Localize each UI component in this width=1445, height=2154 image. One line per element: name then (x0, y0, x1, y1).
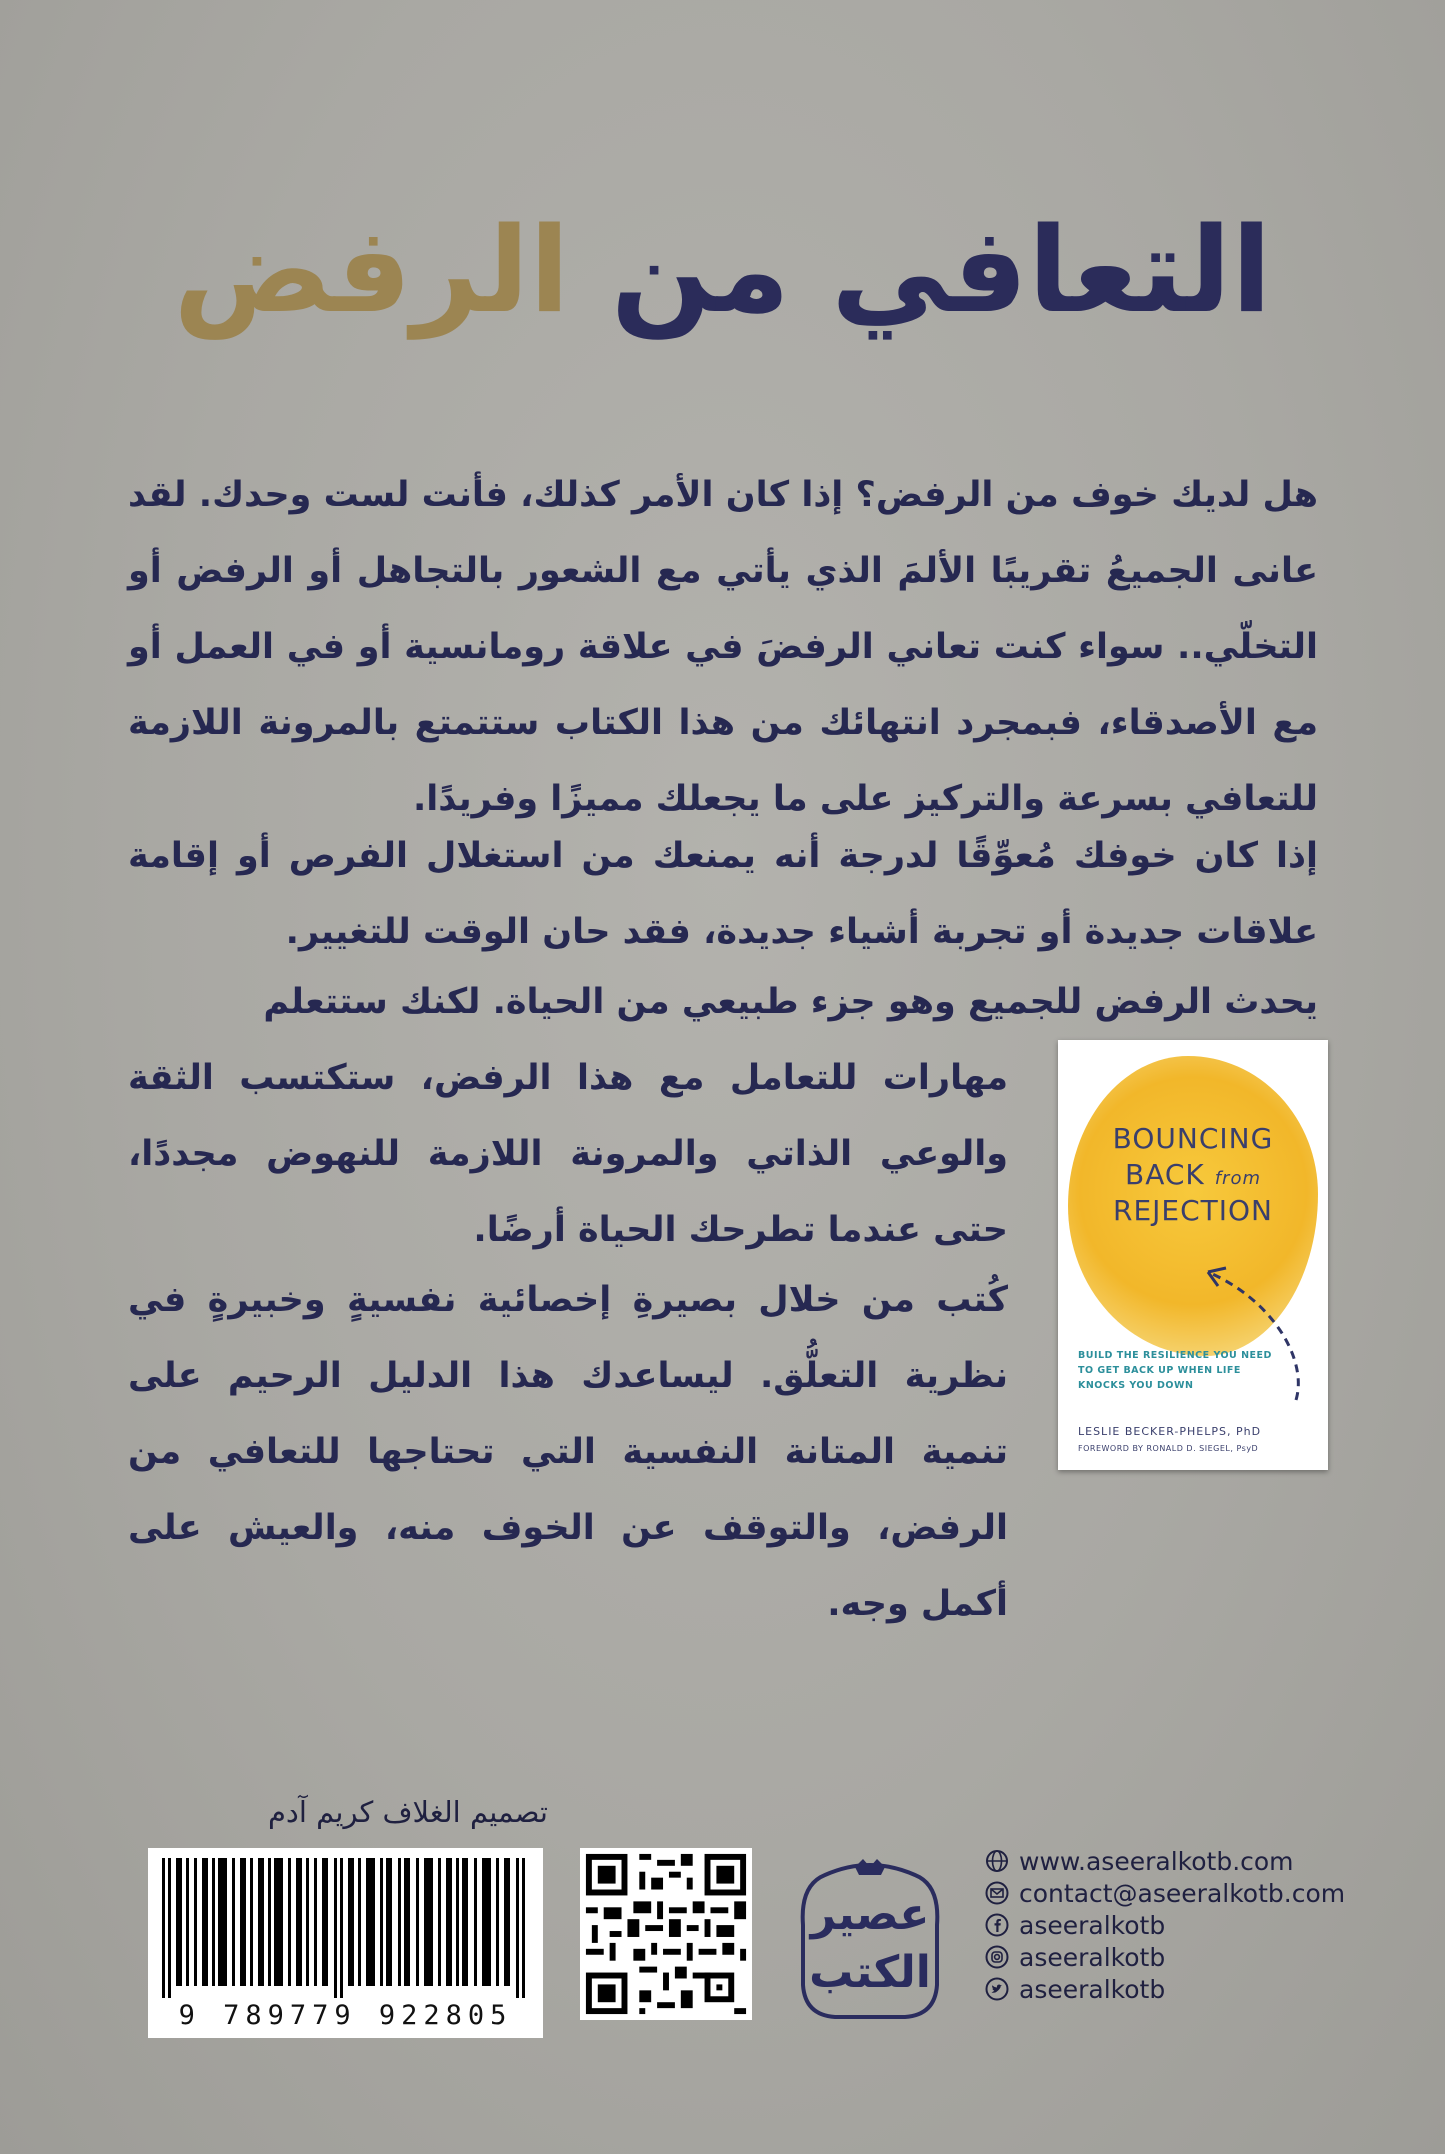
title-part-2: الرفض (173, 201, 570, 339)
contact-facebook (985, 1909, 1365, 1941)
mail-icon (985, 1881, 1009, 1905)
contact-email-text: contact@aseeralkotb.com (1019, 1878, 1346, 1908)
book-title (0, 195, 1445, 345)
isbn-number: 9 789779 922805 (178, 2000, 513, 2031)
contact-facebook-text: aseeralkotb (1019, 1910, 1166, 1940)
contact-twitter (985, 1973, 1365, 2005)
mini-author: LESLIE BECKER-PHELPS, PhD (1078, 1425, 1262, 1438)
mini-title-back: BACK (1125, 1158, 1205, 1191)
contact-instagram (985, 1941, 1365, 1973)
publisher-logo-line-1: عصير (810, 1889, 930, 1940)
qr-code (580, 1848, 752, 2020)
facebook-icon (985, 1913, 1009, 1937)
dashed-arrow-icon (1058, 1040, 1328, 1470)
mini-tagline: BUILD THE RESILIENCE YOU NEED TO GET BACK UP WHEN LIFE KNOCKS YOU DOWN (1078, 1350, 1272, 1391)
original-book-cover (1058, 1040, 1328, 1470)
instagram-icon (985, 1945, 1009, 1969)
mini-title-line-1: BOUNCING (1112, 1122, 1274, 1155)
contact-instagram-text: aseeralkotb (1019, 1942, 1166, 1972)
title-part-1: التعافي من (610, 201, 1272, 339)
contact-website-text: www.aseeralkotb.com (1019, 1846, 1294, 1876)
mini-title-from: from (1214, 1168, 1261, 1189)
publisher-logo (795, 1855, 945, 2025)
contact-website (985, 1845, 1365, 1877)
isbn-barcode (148, 1848, 543, 2038)
contact-email (985, 1877, 1365, 1909)
publisher-logo-line-2: الكتب (809, 1947, 931, 1998)
mini-foreword: FOREWORD BY RONALD D. SIEGEL, PsyD (1078, 1444, 1259, 1453)
globe-icon (985, 1849, 1009, 1873)
twitter-icon (985, 1977, 1009, 2001)
mini-title-line-3: REJECTION (1113, 1194, 1273, 1227)
qr-code-pattern (580, 1848, 752, 2020)
blurb-paragraph-4: مهارات للتعامل مع هذا الرفض، ستكتسب الثقة والوعي الذاتي والمرونة اللازمة للنهوض مجددًا، حتى عندما تطرحك الحياة أرضًا. (128, 1058, 1008, 1250)
blurb-paragraph-5: كُتب من خلال بصيرةِ إخصائية نفسيةٍ وخبيرةٍ في نظرية التعلُّق. ليساعدك هذا الدليل الرحيم على تنمية المتانة النفسية التي تحتاجها للتعافي من الرفض، والتوقف عن الخوف منه، والعيش على أكمل وجه. (128, 1280, 1008, 1624)
blurb-paragraph-3: يحدث الرفض للجميع وهو جزء طبيعي من الحياة. لكنك ستتعلم (263, 982, 1318, 1022)
contact-twitter-text: aseeralkotb (1019, 1974, 1166, 2004)
publisher-logo-frame (795, 1855, 945, 2025)
barcode-bars (156, 1858, 535, 1998)
blurb-paragraph-1: هل لديك خوف من الرفض؟ إذا كان الأمر كذلك، فأنت لست وحدك. لقد عانى الجميعُ تقريبًا الألمَ الذي يأتي مع الشعور بالتجاهل أو الرفض أو التخلّي.. سواء كنت تعاني الرفضَ في علاقة رومانسية أو في العمل أو مع الأصدقاء، فبمجرد انتهائك من هذا الكتاب ستتمتع بالمرونة اللازمة للتعافي بسرعة والتركيز على ما يجعلك مميزًا وفريدًا. (128, 475, 1318, 819)
cover-designer-credit: تصميم الغلاف كريم آدم (267, 1795, 548, 1829)
blurb-paragraph-2: إذا كان خوفك مُعوِّقًا لدرجة أنه يمنعك من استغلال الفرص أو إقامة علاقات جديدة أو تجربة أشياء جديدة، فقد حان الوقت للتغيير. (128, 836, 1318, 952)
